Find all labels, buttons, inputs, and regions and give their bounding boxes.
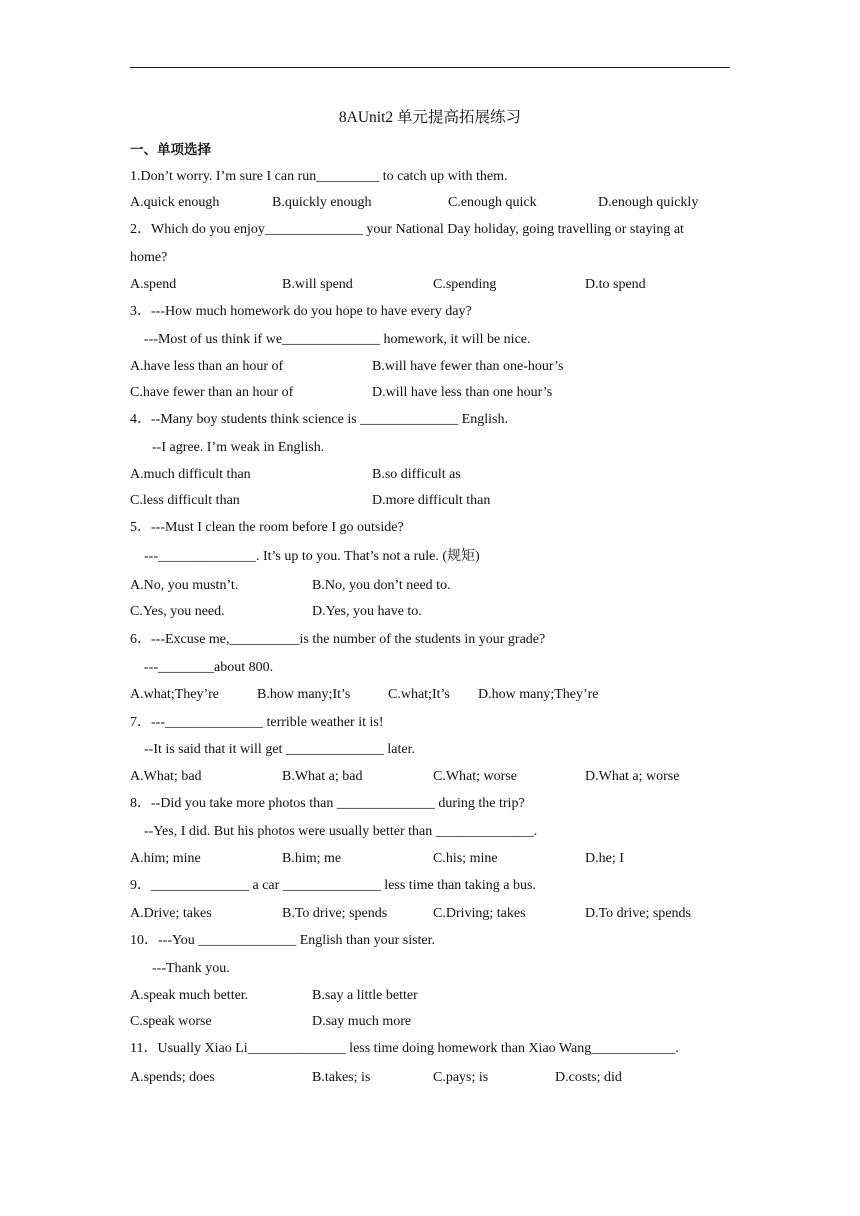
answer-option[interactable]: A.Drive; takes <box>130 906 212 921</box>
answer-option[interactable]: A.What; bad <box>130 769 202 784</box>
answer-option[interactable]: C.less difficult than <box>130 493 240 508</box>
answer-option[interactable]: B.how many;It’s <box>257 687 351 702</box>
answer-option[interactable]: D.costs; did <box>555 1070 622 1085</box>
answer-option[interactable]: B.will have fewer than one-hour’s <box>372 359 564 374</box>
question-stem-line: home? <box>130 250 168 265</box>
answer-option[interactable]: D.more difficult than <box>372 493 491 508</box>
answer-option[interactable]: C.speak worse <box>130 1014 212 1029</box>
answer-option[interactable]: A.have less than an hour of <box>130 359 284 374</box>
header-rule <box>130 67 730 68</box>
answer-option[interactable]: B.What a; bad <box>282 769 363 784</box>
answer-option[interactable]: A.much difficult than <box>130 467 251 482</box>
question-stem-line: ---________about 800. <box>144 660 274 675</box>
section-heading: 一、单项选择 <box>130 142 211 158</box>
answer-option[interactable]: D.Yes, you have to. <box>312 604 422 619</box>
answer-option[interactable]: C.what;It’s <box>388 687 450 702</box>
answer-option[interactable]: C.have fewer than an hour of <box>130 385 294 400</box>
question-stem-line: ---Thank you. <box>152 961 230 976</box>
answer-option[interactable]: A.what;They’re <box>130 687 220 702</box>
question-stem: 10．---You ______________ English than your sister. <box>130 933 436 948</box>
page-title: 8AUnit2 单元提高拓展练习 <box>338 109 522 126</box>
question-stem: 2．Which do you enjoy______________ your National Day holiday, going travelling or staying at <box>130 222 684 237</box>
answer-option[interactable]: C.Yes, you need. <box>130 604 225 619</box>
answer-option[interactable]: D.What a; worse <box>585 769 680 784</box>
answer-option[interactable]: A.No, you mustn’t. <box>130 578 239 593</box>
answer-option[interactable]: B.No, you don’t need to. <box>312 578 451 593</box>
answer-option[interactable]: D.say much more <box>312 1014 412 1029</box>
answer-option[interactable]: D.to spend <box>585 277 646 292</box>
answer-option[interactable]: B.takes; is <box>312 1070 371 1085</box>
answer-option[interactable]: B.so difficult as <box>372 467 461 482</box>
question-stem: 4．--Many boy students think science is ______________ English. <box>130 412 508 427</box>
answer-option[interactable]: B.him; me <box>282 851 342 866</box>
answer-option[interactable]: C.What; worse <box>433 769 517 784</box>
question-stem: 8．--Did you take more photos than ______________ during the trip? <box>130 796 525 811</box>
answer-option[interactable]: A.spend <box>130 277 177 292</box>
answer-option[interactable]: C.spending <box>433 277 497 292</box>
question-stem-line: ---______________. It’s up to you. That’s not a rule. (规矩) <box>144 549 480 564</box>
answer-option[interactable]: B.will spend <box>282 277 353 292</box>
answer-option[interactable]: A.him; mine <box>130 851 201 866</box>
answer-option[interactable]: B.To drive; spends <box>282 906 388 921</box>
answer-option[interactable]: D.how many;They’re <box>478 687 599 702</box>
answer-option[interactable]: A.quick enough <box>130 195 220 210</box>
question-stem: 6．---Excuse me,__________is the number of the students in your grade? <box>130 632 546 647</box>
question-stem: 5．---Must I clean the room before I go outside? <box>130 520 404 535</box>
answer-option[interactable]: A.speak much better. <box>130 988 249 1003</box>
answer-option[interactable]: B.say a little better <box>312 988 418 1003</box>
answer-option[interactable]: C.Driving; takes <box>433 906 526 921</box>
question-stem: 3．---How much homework do you hope to have every day? <box>130 304 472 319</box>
answer-option[interactable]: C.his; mine <box>433 851 498 866</box>
question-stem: 1.Don’t worry. I’m sure I can run_________ to catch up with them. <box>130 169 508 184</box>
question-stem: 7．---______________ terrible weather it is! <box>130 715 384 730</box>
answer-option[interactable]: D.To drive; spends <box>585 906 691 921</box>
answer-option[interactable]: D.he; I <box>585 851 624 866</box>
answer-option[interactable]: A.spends; does <box>130 1070 215 1085</box>
question-stem: 11．Usually Xiao Li______________ less time doing homework than Xiao Wang____________. <box>130 1041 679 1056</box>
answer-option[interactable]: D.enough quickly <box>598 195 699 210</box>
question-stem: 9．______________ a car ______________ less time than taking a bus. <box>130 878 536 893</box>
answer-option[interactable]: C.enough quick <box>448 195 537 210</box>
answer-option[interactable]: C.pays; is <box>433 1070 489 1085</box>
question-stem-line: --I agree. I’m weak in English. <box>152 440 325 455</box>
question-stem-line: ---Most of us think if we______________ homework, it will be nice. <box>144 332 531 347</box>
answer-option[interactable]: D.will have less than one hour’s <box>372 385 553 400</box>
answer-option[interactable]: B.quickly enough <box>272 195 372 210</box>
question-stem-line: --Yes, I did. But his photos were usually better than ______________. <box>144 824 538 839</box>
question-stem-line: --It is said that it will get ______________ later. <box>144 742 416 757</box>
